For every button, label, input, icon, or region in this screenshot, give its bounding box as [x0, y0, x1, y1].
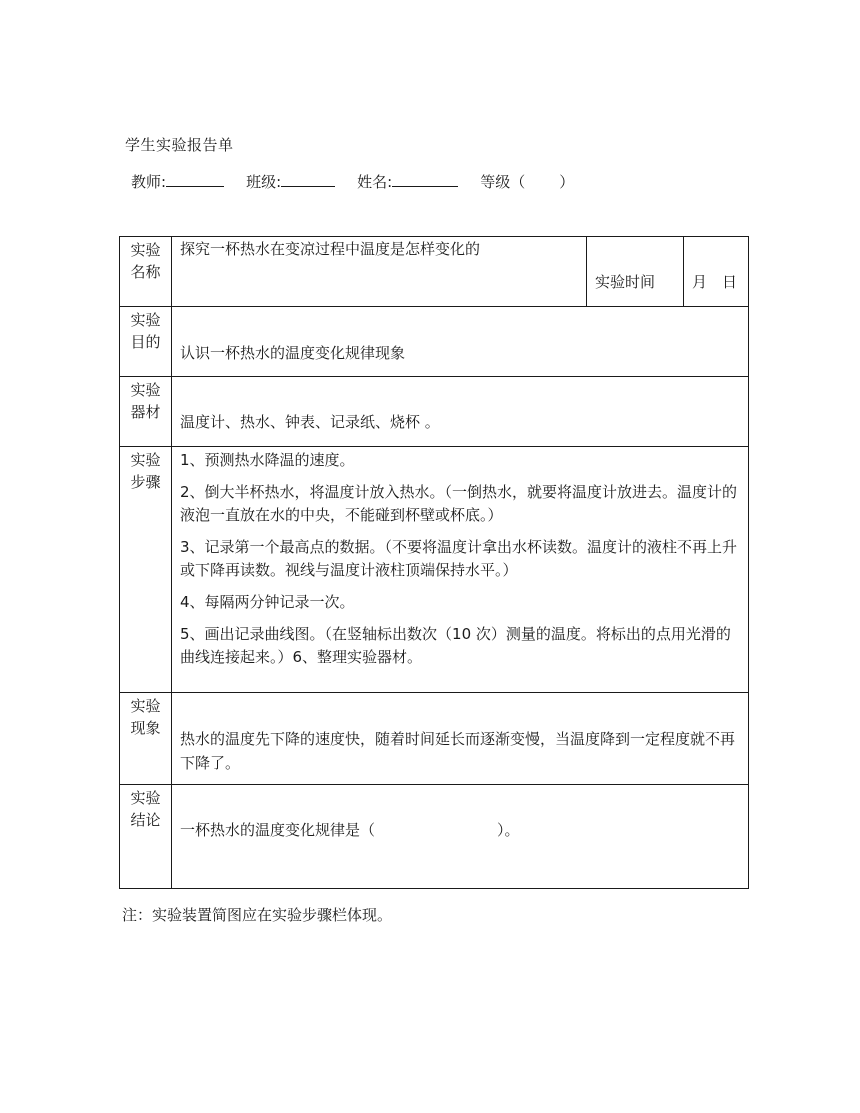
- phenomenon-label-cell: 实验 现象: [120, 693, 172, 785]
- grade-label: 等级（: [480, 173, 526, 191]
- step-item: 4、每隔两分钟记录一次。: [180, 593, 355, 611]
- info-line: [131, 171, 574, 192]
- teacher-label: 教师:: [131, 173, 167, 191]
- experiment-conclusion: [172, 785, 748, 841]
- grade-close: ）: [559, 173, 575, 191]
- step-item: 1、预测热水降温的速度。: [180, 451, 355, 469]
- experiment-materials: 温度计、热水、钟表、记录纸、烧杯 。: [180, 413, 440, 431]
- step-item: 3、记录第一个最高点的数据。（不要将温度计拿出水杯读数。温度计的液柱不再上升或下降再读数。视线与温度计液柱顶端保持水平。）: [180, 538, 738, 579]
- name-blank: [392, 172, 458, 187]
- time-value: 月 日: [692, 273, 738, 291]
- steps-label-cell: 实验 步骤: [120, 447, 172, 693]
- row-phenomenon: [120, 693, 749, 785]
- purpose-value-cell: [172, 307, 749, 377]
- conclusion-value-cell: [172, 785, 749, 889]
- steps-value-cell: [172, 447, 749, 693]
- row-materials: [120, 377, 749, 447]
- row-conclusion: [120, 785, 749, 889]
- materials-value-cell: [172, 377, 749, 447]
- report-table: [119, 236, 749, 889]
- name-label: 姓名:: [357, 173, 393, 191]
- page-title: 学生实验报告单: [125, 136, 234, 154]
- class-blank: [281, 172, 335, 187]
- purpose-label-cell: 实验 目的: [120, 307, 172, 377]
- class-label: 班级:: [246, 173, 282, 191]
- conclusion-prefix: 一杯热水的温度变化规律是（: [180, 821, 376, 839]
- materials-label-cell: 实验 器材: [120, 377, 172, 447]
- step-item: 5、画出记录曲线图。（在竖轴标出数次（10 次）测量的温度。将标出的点用光滑的曲线连接起来。）6、整理实验器材。: [180, 625, 731, 666]
- name-value-cell: [172, 237, 587, 307]
- conclusion-label-cell: 实验 结论: [120, 785, 172, 889]
- time-label-cell: [587, 237, 684, 307]
- time-label: 实验时间: [595, 273, 656, 291]
- experiment-name: 探究一杯热水在变凉过程中温度是怎样变化的: [180, 240, 481, 258]
- name-label-cell: 实验 名称: [120, 237, 172, 307]
- phenomenon-value-cell: [172, 693, 749, 785]
- experiment-purpose: 认识一杯热水的温度变化规律现象: [180, 344, 406, 362]
- footnote: 注：实验装置简图应在实验步骤栏体现。: [122, 906, 393, 924]
- row-steps: [120, 447, 749, 693]
- experiment-phenomenon: 热水的温度先下降的速度快，随着时间延长而逐渐变慢，当温度降到一定程度就不再下降了。: [180, 730, 736, 772]
- row-name: [120, 237, 749, 307]
- row-purpose: [120, 307, 749, 377]
- time-value-cell: [684, 237, 749, 307]
- step-item: 2、倒大半杯热水，将温度计放入热水。（一倒热水，就要将温度计放进去。温度计的液泡一直放在水的中央，不能碰到杯壁或杯底。）: [180, 483, 738, 524]
- conclusion-suffix: ）。: [497, 821, 520, 839]
- teacher-blank: [166, 172, 224, 187]
